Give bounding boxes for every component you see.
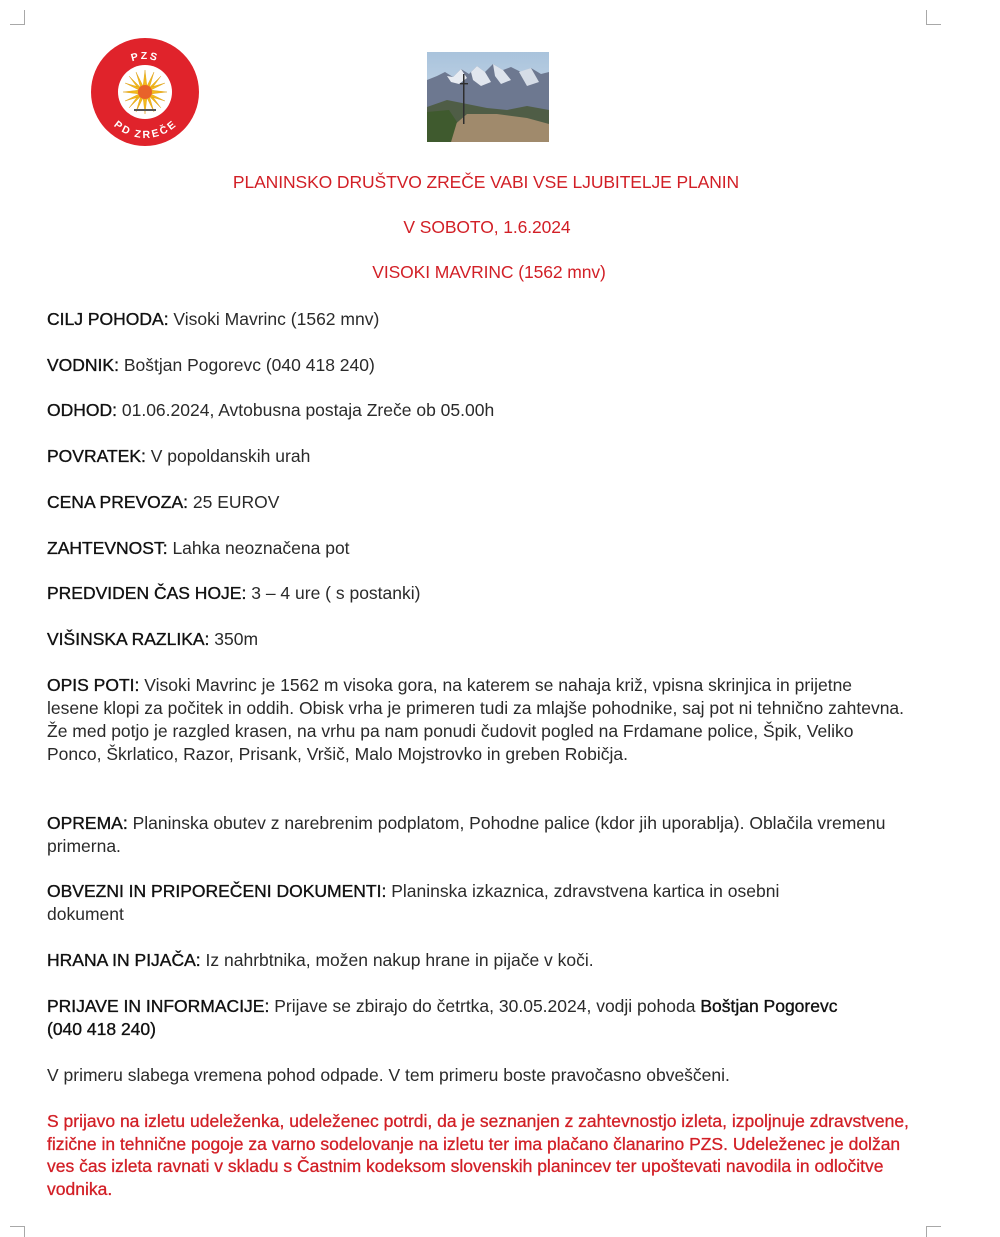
heading-destination: VISOKI MAVRINC (1562 mnv) <box>372 262 606 282</box>
detail-povratek <box>47 445 927 468</box>
logo-top-text: PZS <box>129 50 161 65</box>
contact-name: Boštjan Pogorevc <box>700 996 838 1016</box>
heading-date: V SOBOTO, 1.6.2024 <box>403 217 571 237</box>
detail-visinska-razlika <box>47 628 927 651</box>
detail-value: 01.06.2024, Avtobusna postaja Zreče ob 05.00h <box>117 400 495 420</box>
detail-label: ODHOD: <box>47 400 117 420</box>
pzs-edelweiss-emblem-icon <box>90 37 200 147</box>
section-value: Planinska izkaznica, zdravstvena kartica in osebni dokument <box>47 881 780 924</box>
section-hrana-pijaca <box>47 949 927 972</box>
detail-value: Lahka neoznačena pot <box>167 538 350 558</box>
pd-zrece-logo <box>90 37 200 147</box>
section-label: PRIJAVE IN INFORMACIJE: <box>47 996 270 1016</box>
mountain-photo <box>427 52 549 142</box>
detail-zahtevnost <box>47 537 927 560</box>
page-corner-mark-bottom-left <box>10 1226 25 1237</box>
weather-note-text: V primeru slabega vremena pohod odpade. V tem primeru boste pravočasno obveščeni. <box>47 1065 730 1085</box>
detail-cena-prevoza <box>47 491 927 514</box>
page-corner-mark-bottom-right <box>926 1226 941 1237</box>
detail-label: PREDVIDEN ČAS HOJE: <box>47 583 247 603</box>
section-dokumenti <box>47 880 857 926</box>
section-value: Iz nahrbtnika, možen nakup hrane in pijače v koči. <box>200 950 594 970</box>
detail-value: 3 – 4 ure ( s postanki) <box>246 583 421 603</box>
section-value: Visoki Mavrinc je 1562 m visoka gora, na katerem se nahaja križ, vpisna skrinjica in prijetne lesene klopi za počitek in oddih. Obisk vrha je primeren tudi za mlajše pohodnike, saj pot ni tehnično zahtevna. Že med potjo je razgled krasen, na vrhu pa nam ponudi čudovit pogled na Frdamane police, Špik, Veliko Ponco, Škrlatico, Razor, Prisank, Vršič, Malo Mojstrovko in greben Robičja. <box>47 675 905 764</box>
detail-cas-hoje <box>47 582 927 605</box>
section-label: OBVEZNI IN PRIPOREČENI DOKUMENTI: <box>47 881 387 901</box>
section-label: HRANA IN PIJAČA: <box>47 950 201 970</box>
detail-cilj-pohoda <box>47 308 927 331</box>
detail-vodnik <box>47 354 927 377</box>
section-opis-poti <box>47 674 907 766</box>
section-oprema <box>47 812 917 858</box>
detail-label: VODNIK: <box>47 355 119 375</box>
participation-disclaimer: S prijavo na izletu udeleženka, udeleženec potrdi, da je seznanjen z zahtevnostjo izleta, izpoljnuje zdravstvene, fizične in tehnične pogoje za varno sodelovanje na izletu ter ima plačano članarino PZS. Udeleženec je dolžan ves čas izleta ravnati v skladu s Častnim kodeksom slovenskih planincev ter upoštevati navodila in odločitve vodnika. <box>47 1111 909 1199</box>
logo-bottom-text: PD ZREČE <box>111 118 179 142</box>
detail-value: Visoki Mavrinc (1562 mnv) <box>168 309 380 329</box>
contact-phone: (040 418 240) <box>47 1019 156 1039</box>
section-label: OPREMA: <box>47 813 128 833</box>
detail-label: ZAHTEVNOST: <box>47 538 168 558</box>
weather-note <box>47 1064 927 1087</box>
section-label: OPIS POTI: <box>47 675 140 695</box>
detail-label: POVRATEK: <box>47 446 146 466</box>
sun-flower-icon <box>123 70 167 114</box>
heading-invitation: PLANINSKO DRUŠTVO ZREČE VABI VSE LJUBITELJE PLANIN <box>232 172 740 192</box>
detail-value: V popoldanskih urah <box>145 446 311 466</box>
page-corner-mark-top-right <box>926 10 941 25</box>
detail-odhod <box>47 399 927 422</box>
section-value: Planinska obutev z narebrenim podplatom, Pohodne palice (kdor jih uporablja). Oblačila vremenu primerna. <box>47 813 886 856</box>
detail-label: VIŠINSKA RAZLIKA: <box>47 629 210 649</box>
detail-value: Boštjan Pogorevc (040 418 240) <box>118 355 375 375</box>
mountain-summit-image-icon <box>427 52 549 142</box>
detail-label: CENA PREVOZA: <box>47 492 189 512</box>
detail-value: 25 EUROV <box>188 492 280 512</box>
page-corner-mark-top-left <box>10 10 25 25</box>
detail-value: 350m <box>209 629 259 649</box>
section-prijave <box>47 995 932 1041</box>
section-value: Prijave se zbirajo do četrtka, 30.05.2024, vodji pohoda <box>269 996 701 1016</box>
detail-label: CILJ POHODA: <box>47 309 169 329</box>
